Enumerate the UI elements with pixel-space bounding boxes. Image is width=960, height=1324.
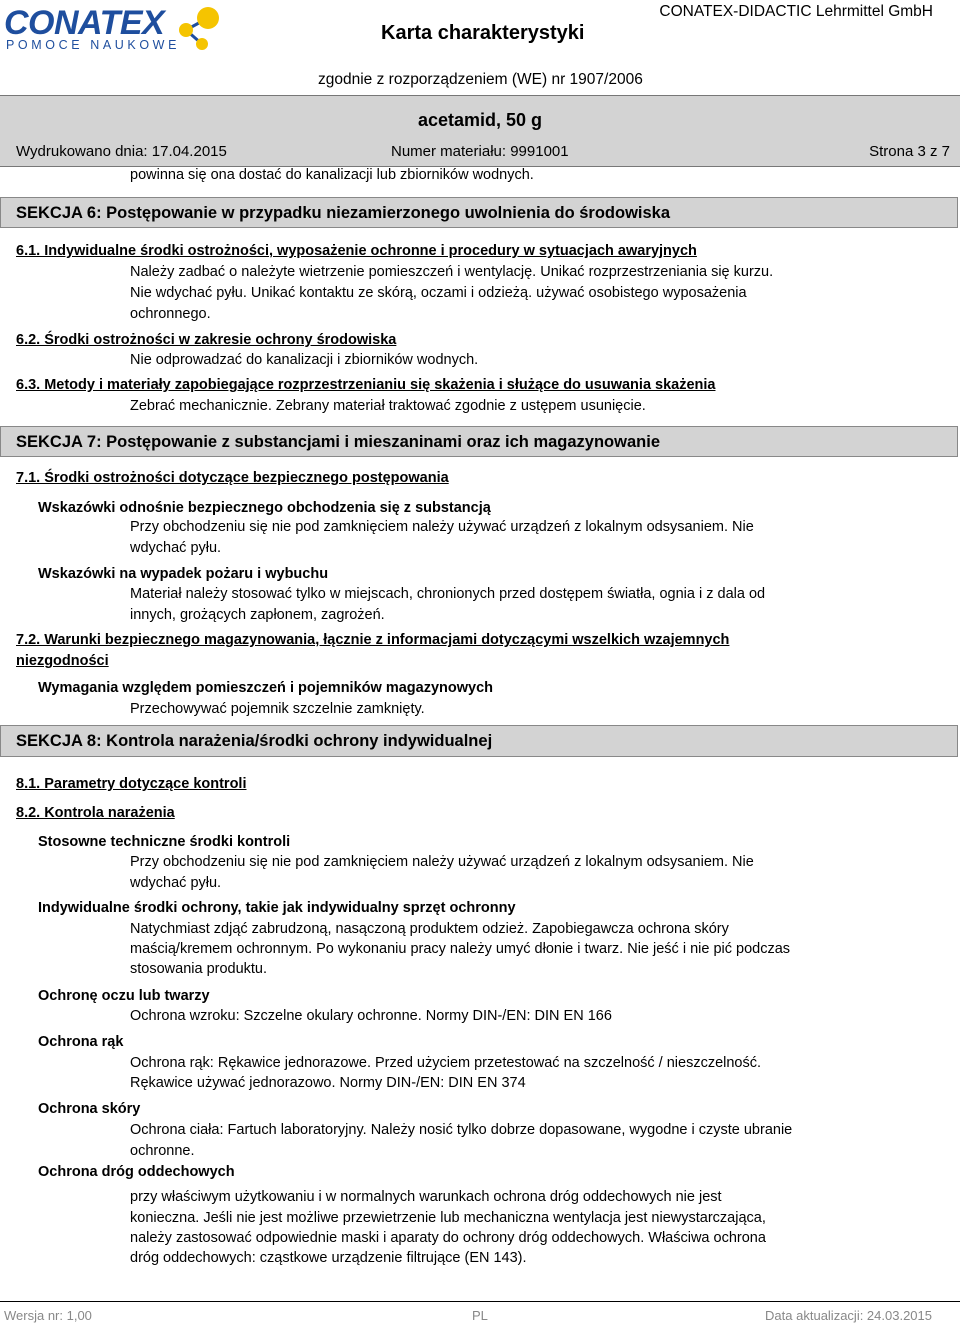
subsection-6-3-line: Zebrać mechanicznie. Zebrany materiał traktować zgodnie z ustępem usunięcie. bbox=[130, 398, 646, 414]
material-number: Numer materiału: 9991001 bbox=[391, 143, 569, 160]
section-7-header bbox=[0, 426, 958, 457]
section-6-header bbox=[0, 197, 958, 228]
subsection-6-1-heading: 6.1. Indywidualne środki ostrożności, wyposażenie ochronne i procedury w sytuacjach awaryjnych bbox=[16, 243, 697, 259]
tech-controls-label: Stosowne techniczne środki kontroli bbox=[38, 834, 291, 850]
subsection-8-1-heading: 8.1. Parametry dotyczące kontroli bbox=[16, 776, 247, 792]
print-date: Wydrukowano dnia: 17.04.2015 bbox=[16, 143, 227, 160]
ppe-line: stosowania produktu. bbox=[130, 961, 268, 977]
subsection-7-1-heading: 7.1. Środki ostrożności dotyczące bezpiecznego postępowania bbox=[16, 470, 449, 486]
respiratory-protection-label: Ochrona dróg oddechowych bbox=[38, 1164, 235, 1180]
company-name: CONATEX-DIDACTIC Lehrmittel GmbH bbox=[659, 3, 933, 20]
company-logo-text: CONATEX bbox=[4, 4, 165, 42]
storage-line: Przechowywać pojemnik szczelnie zamknięty. bbox=[130, 701, 425, 717]
section-7-title: SEKCJA 7: Postępowanie z substancjami i mieszaninami oraz ich magazynowanie bbox=[16, 433, 660, 451]
subsection-8-2-heading: 8.2. Kontrola narażenia bbox=[16, 805, 175, 821]
fire-line: innych, grożących zapłonem, zagrożeń. bbox=[130, 607, 385, 623]
page-indicator: Strona 3 z 7 bbox=[869, 143, 950, 160]
fire-line: Materiał należy stosować tylko w miejscach, chronionych przed dostępem światła, ognia i z dala od bbox=[130, 586, 766, 602]
language-code: PL bbox=[472, 1308, 488, 1323]
section-6-title: SEKCJA 6: Postępowanie w przypadku niezamierzonego uwolnienia do środowiska bbox=[16, 204, 671, 222]
hand-protection-line: Rękawice używać jednorazowo. Normy DIN-/EN: DIN EN 374 bbox=[130, 1075, 526, 1091]
eye-protection-label: Ochronę oczu lub twarzy bbox=[38, 988, 210, 1004]
handling-line: Przy obchodzeniu się nie pod zamknięciem należy używać urządzeń z lokalnym odsysaniem. Nie bbox=[130, 519, 754, 535]
subsection-7-2-heading: 7.2. Warunki bezpiecznego magazynowania, łącznie z informacjami dotyczącymi wszelkich wzajemnych bbox=[16, 632, 730, 648]
skin-protection-label: Ochrona skóry bbox=[38, 1101, 141, 1117]
section-8-title: SEKCJA 8: Kontrola narażenia/środki ochrony indywidualnej bbox=[16, 732, 493, 750]
respiratory-protection-line: konieczna. Jeśli nie jest możliwe przewietrzenie lub mechaniczna wentylacja jest niewystarczająca, bbox=[130, 1210, 766, 1226]
respiratory-protection-line: dróg oddechowych: cząstkowe urządzenie filtrujące (EN 143). bbox=[130, 1250, 527, 1266]
update-date: Data aktualizacji: 24.03.2015 bbox=[765, 1308, 932, 1323]
skin-protection-line: ochronne. bbox=[130, 1143, 195, 1159]
storage-label: Wymagania względem pomieszczeń i pojemników magazynowych bbox=[38, 680, 493, 696]
subsection-6-1-line: Należy zadbać o należyte wietrzenie pomieszczeń i wentylację. Unikać rozprzestrzeniania się kurzu. bbox=[130, 264, 774, 280]
molecule-logo-icon bbox=[172, 4, 226, 54]
tech-controls-line: wdychać pyłu. bbox=[130, 875, 222, 891]
carryover-text: powinna się ona dostać do kanalizacji lub zbiorników wodnych. bbox=[130, 167, 534, 183]
subsection-6-1-line: Nie wdychać pyłu. Unikać kontaktu ze skórą, oczami i odzieżą. używać osobistego wyposażenia bbox=[130, 285, 747, 301]
version-number: Wersja nr: 1,00 bbox=[4, 1308, 92, 1323]
ppe-line: maścią/kremem ochronnym. Po wykonaniu pracy należy umyć dłonie i twarz. Nie jeść i nie pić podczas bbox=[130, 941, 791, 957]
hand-protection-label: Ochrona rąk bbox=[38, 1034, 124, 1050]
respiratory-protection-line: należy zastosować odpowiednie maski i aparaty do ochrony dróg oddechowych. Właściwa ochrona bbox=[130, 1230, 766, 1246]
hand-protection-line: Ochrona rąk: Rękawice jednorazowe. Przed użyciem przetestować na szczelność / nieszczelność. bbox=[130, 1055, 762, 1071]
tech-controls-line: Przy obchodzeniu się nie pod zamknięciem należy używać urządzeń z lokalnym odsysaniem. Nie bbox=[130, 854, 754, 870]
handling-line: wdychać pyłu. bbox=[130, 540, 222, 556]
fire-label: Wskazówki na wypadek pożaru i wybuchu bbox=[38, 566, 329, 582]
handling-label: Wskazówki odnośnie bezpiecznego obchodzenia się z substancją bbox=[38, 500, 491, 516]
product-name: acetamid, 50 g bbox=[417, 110, 543, 130]
ppe-label: Indywidualne środki ochrony, takie jak indywidualny sprzęt ochronny bbox=[38, 900, 516, 916]
respiratory-protection-line: przy właściwym użytkowaniu i w normalnych warunkach ochrona dróg oddechowych nie jest bbox=[130, 1189, 722, 1205]
subsection-6-1-line: ochronnego. bbox=[130, 306, 211, 322]
company-logo-subtext: POMOCE NAUKOWE bbox=[6, 38, 181, 52]
subsection-6-2-heading: 6.2. Środki ostrożności w zakresie ochrony środowiska bbox=[16, 332, 397, 348]
ppe-line: Natychmiast zdjąć zabrudzoną, nasączoną produktem odzież. Zapobiegawcza ochrona skóry bbox=[130, 921, 729, 937]
footer-divider bbox=[0, 1301, 960, 1302]
section-8-header bbox=[0, 725, 958, 757]
document-title: Karta charakterystyki bbox=[381, 22, 585, 44]
skin-protection-line: Ochrona ciała: Fartuch laboratoryjny. Należy nosić tylko dobrze dopasowane, wygodne i czyste ubranie bbox=[130, 1122, 793, 1138]
subsection-6-3-heading: 6.3. Metody i materiały zapobiegające rozprzestrzenianiu się skażenia i służące do usuwania skażenia bbox=[16, 377, 716, 393]
eye-protection-line: Ochrona wzroku: Szczelne okulary ochronne. Normy DIN-/EN: DIN EN 166 bbox=[130, 1008, 612, 1024]
subsection-7-2-heading-cont: niezgodności bbox=[16, 653, 109, 669]
subsection-6-2-line: Nie odprowadzać do kanalizacji i zbiorników wodnych. bbox=[130, 352, 479, 368]
regulation-note: zgodnie z rozporządzeniem (WE) nr 1907/2006 bbox=[318, 71, 643, 88]
